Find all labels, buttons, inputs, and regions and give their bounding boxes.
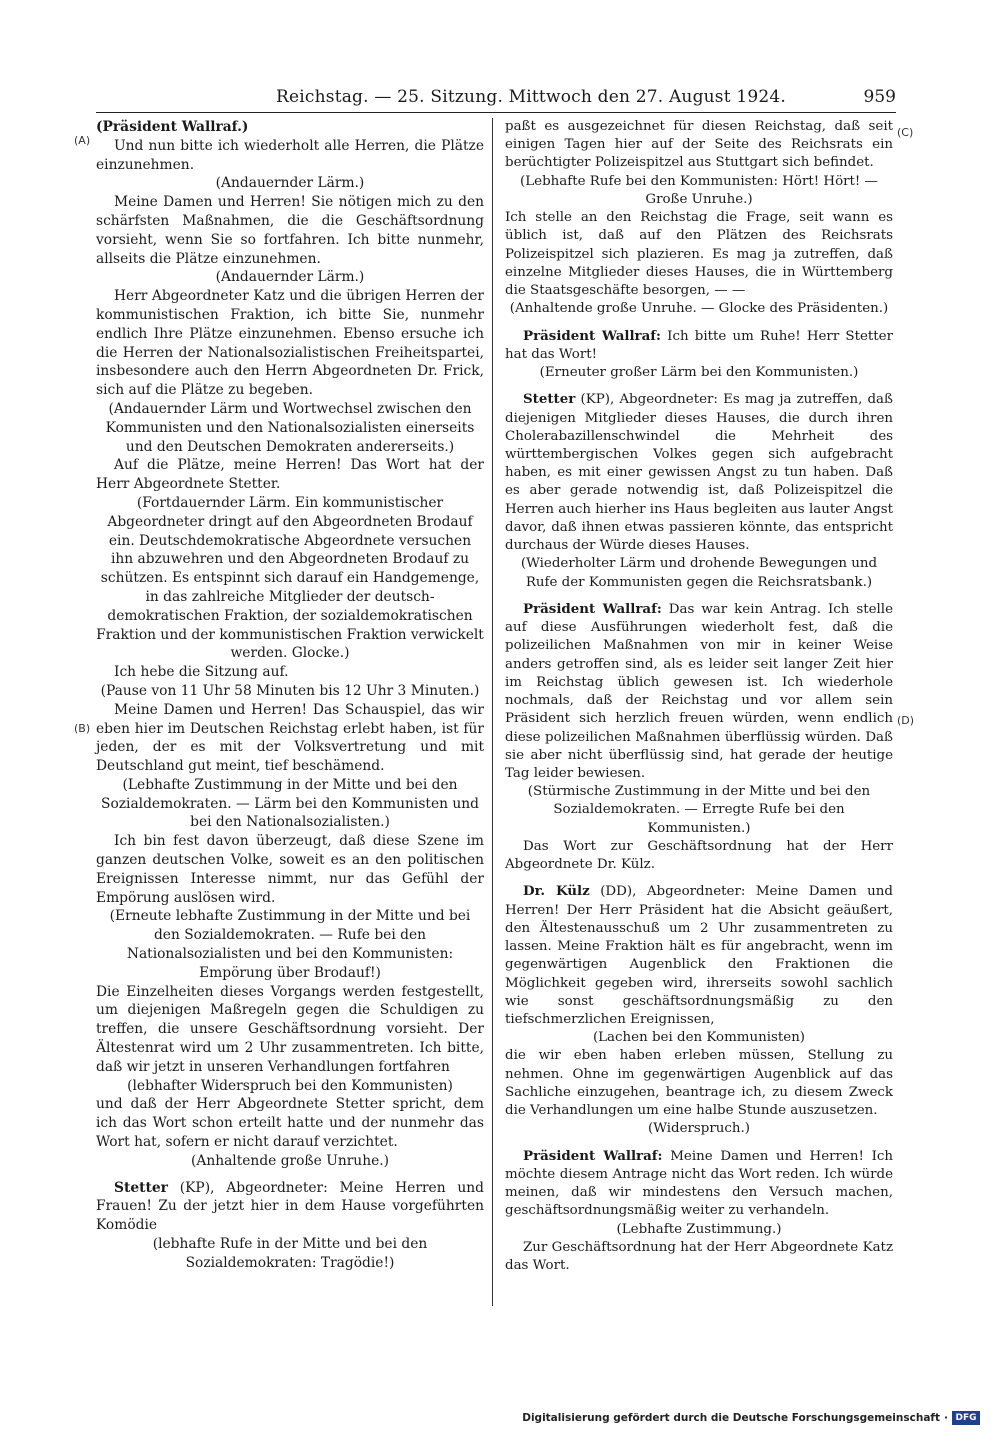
interjection: (Anhaltende große Unruhe.) xyxy=(190,1152,390,1169)
dfg-logo-icon: DFG xyxy=(952,1411,980,1425)
paragraph: Meine Damen und Herren! Das Schauspiel, das wir eben hier im Deutschen Reichstag erlebt haben, ist für jeden, der es mit der Volksvertretung und mit Deutschland gut meint, tief beschämend. xyxy=(96,701,484,775)
interjection: (Andauernder Lärm.) xyxy=(215,269,365,286)
speech-start: Präsident Wallraf: Das war kein Antrag. Ich stelle auf diese Ausführungen wiederholt fest, daß die polizeilichen Maßnahmen von mir in keiner Weise anders getroffen sind, als es leider seit langer Zeit hier im Reichstag üblich gewesen ist. Ich wiederhole nochmals, daß der Reichstag und vor allem sein Präsident sich herzlich freuen würden, wenn endlich diese polizeilichen Maßnahmen überflüssig würden. Daß sie aber nicht überflüssig sind, hat gerade der heutige Tag leider bewiesen. xyxy=(505,600,893,781)
speech-start: Stetter (KP), Abgeordneter: Es mag ja zutreffen, daß diejenigen Mitglieder dieses Hauses, die durch ihren Cholerabazillenschwindel die Mehrheit des württembergischen Volkes gegen sich aufgebracht haben, es mit einer gewissen Angst zu tun haben. Daß es aber gerade notwendig ist, daß Polizeispitzel die Herren auch hierher ins Haus begleiten aus lauter Angst davor, daß ihnen etwas passieren könnte, das entspricht durchaus der Würde dieses Hauses. xyxy=(505,391,893,554)
interjection: (lebhafter Widerspruch bei den Kommunisten) xyxy=(127,1077,453,1094)
speaker-heading: (Präsident Wallraf.) xyxy=(96,119,249,135)
interjection: (lebhafte Rufe in der Mitte und bei den Sozialdemokraten: Tragödie!) xyxy=(152,1236,428,1271)
header-rule xyxy=(96,112,896,113)
interjection: (Widerspruch.) xyxy=(647,1121,750,1137)
paragraph: Ich hebe die Sitzung auf. xyxy=(114,664,289,681)
paragraph: Auf die Plätze, meine Herren! Das Wort hat der Herr Abgeordnete Stetter. xyxy=(96,457,484,493)
margin-mark-b: (B) xyxy=(74,722,91,735)
paragraph: Ich stelle an den Reichstag die Frage, seit wann es üblich ist, daß auf den Plätzen des Reichsrats Polizeispitzel sich plazieren. Es mag ja zutreffen, daß einzelne Mitglieder dieses Hauses, die in Württemberg die Staatsgeschäfte besorgen, — — xyxy=(505,210,893,299)
paragraph: paßt es ausgezeichnet für diesen Reichstag, daß seit einigen Tagen hier auf der Seite des Reichsrats ein berüchtigter Polizeispitzel aus Stuttgart sich befindet. xyxy=(505,119,893,171)
footer-text: Digitalisierung gefördert durch die Deutsche Forschungsgemeinschaft xyxy=(522,1412,940,1424)
column-divider xyxy=(492,118,493,1306)
margin-mark-c: (C) xyxy=(897,126,914,139)
interjection: (Pause von 11 Uhr 58 Minuten bis 12 Uhr 3 Minuten.) xyxy=(100,682,480,699)
interjection: (Lachen bei den Kommunisten) xyxy=(592,1030,806,1046)
page-header xyxy=(96,84,896,110)
paragraph: die wir eben haben erleben müssen, Stellung zu nehmen. Ohne im gegenwärtigen Augenblick auf das Sachliche einzugehen, beantrage ich, zu diesem Zweck die Verhandlungen um eine halbe Stunde auszusetzen. xyxy=(505,1048,893,1119)
digitization-footer: Digitalisierung gefördert durch die Deutsche Forschungsgemeinschaft · DFG xyxy=(522,1411,980,1425)
speaker-name: Präsident Wallraf: xyxy=(523,1147,663,1164)
interjection: (Andauernder Lärm und Wortwechsel zwischen den Kommunisten und den Nationalsozialisten einerseits und den Deutschen Demokraten andererseits.) xyxy=(105,400,475,455)
interjection: (Fortdauernder Lärm. Ein kommunistischer Abgeordneter dringt auf den Abgeordneten Brodauf ein. Deutschdemokratische Abgeordnete versuchen ihn abzuwehren und den Abgeordneten Brodauf zu schützen. Es entspinnt sich darauf ein Handgemenge, in das zahlreiche Mitglieder der deutsch-demokratischen Fraktion, der sozialdemokratischen Fraktion und der kommunistischen Fraktion verwickelt werden. Glocke.) xyxy=(96,494,484,662)
interjection: (Lebhafte Rufe bei den Kommunisten: Hört! Hört! — Große Unruhe.) xyxy=(520,173,878,207)
right-column xyxy=(505,118,893,1275)
speech-start: Stetter (KP), Abgeordneter: Meine Herren und Frauen! Zu der jetzt hier in dem Hause vorgeführten Komödie xyxy=(96,1179,484,1234)
speech-start: Dr. Külz (DD), Abgeordneter: Meine Damen und Herren! Der Herr Präsident hat die Absicht geäußert, den Ältestenausschuß um 2 Uhr zusammentreten zu lassen. Meine Fraktion hält es für angebracht, wenn im gegenwärtigen Augenblick den Fraktionen die Möglichkeit gegeben wird, ihrerseits sowohl sachlich wie sonst geschäftsordnungsmäßig zu den tiefschmerzlichen Ereignissen, xyxy=(505,883,893,1028)
paragraph: Herr Abgeordneter Katz und die übrigen Herren der kommunistischen Fraktion, ich bitte Sie, nunmehr endlich Ihre Plätze einzunehmen. Ebenso ersuche ich die Herren der Nationalsozialistischen Freiheitspartei, insbesondere auch den Herrn Abgeordneten Dr. Frick, sich auf die Plätze zu begeben. xyxy=(96,288,484,399)
paragraph: Meine Damen und Herren! Sie nötigen mich zu den schärfsten Maßnahmen, die die Geschäftsordnung vorsieht, wenn Sie so fortfahren. Ich bitte nunmehr, allseits die Plätze einzunehmen. xyxy=(96,194,484,267)
speech-start: Präsident Wallraf: Meine Damen und Herren! Ich möchte diesem Antrage nicht das Wort reden. Ich würde meinen, daß wir mindestens den Versuch machen, geschäftsordnungsmäßig weiter zu verhandeln. xyxy=(505,1147,893,1219)
paragraph: Das Wort zur Geschäftsordnung hat der Herr Abgeordnete Dr. Külz. xyxy=(505,838,893,873)
paragraph: Die Einzelheiten dieses Vorgangs werden festgestellt, um diejenigen Maßregeln gegen die Schuldigen zu treffen, die unsere Geschäftsordnung vorsieht. Der Ältestenrat wird um 2 Uhr zusammentreten. Ich bitte, daß wir jetzt in unseren Verhandlungen fortfahren xyxy=(96,983,484,1075)
interjection: (Anhaltende große Unruhe. — Glocke des Präsidenten.) xyxy=(509,301,889,317)
interjection: (Stürmische Zustimmung in der Mitte und bei den Sozialdemokraten. — Erregte Rufe bei den Kommunisten.) xyxy=(527,784,871,836)
interjection: (Andauernder Lärm.) xyxy=(215,175,365,192)
speaker-name: Stetter xyxy=(114,1179,168,1196)
speech-start: Präsident Wallraf: Ich bitte um Ruhe! Herr Stetter hat das Wort! xyxy=(505,327,893,362)
interjection: (Lebhafte Zustimmung in der Mitte und bei den Sozialdemokraten. — Lärm bei den Kommunisten und bei den Nationalsozialisten.) xyxy=(101,776,479,831)
paragraph: Ich bin fest davon überzeugt, daß diese Szene im ganzen deutschen Volke, soweit es an den politischen Ereignissen Interesse nimmt, nur das Gefühl der Empörung auslösen wird. xyxy=(96,833,484,906)
paragraph: und daß der Herr Abgeordnete Stetter spricht, dem ich das Wort schon erteilt hatte und der nunmehr das Wort hat, sofern er nicht darauf verzichtet. xyxy=(96,1096,484,1151)
margin-mark-a: (A) xyxy=(74,134,91,147)
paragraph: Und nun bitte ich wiederholt alle Herren, die Plätze einzunehmen. xyxy=(96,137,484,173)
margin-mark-d: (D) xyxy=(897,714,915,727)
speaker-name: Dr. Külz xyxy=(523,883,590,900)
interjection: (Erneute lebhafte Zustimmung in der Mitte und bei den Sozialdemokraten. — Rufe bei den Nationalsozialisten und bei den Kommunisten: Empörung über Brodauf!) xyxy=(109,908,471,981)
page-number: 959 xyxy=(863,87,896,107)
paragraph: Zur Geschäftsordnung hat der Herr Abgeordnete Katz das Wort. xyxy=(505,1239,893,1274)
speaker-name: Präsident Wallraf: xyxy=(523,600,662,617)
speaker-name: Stetter xyxy=(523,391,576,408)
header-title: Reichstag. — 25. Sitzung. Mittwoch den 27. August 1924. xyxy=(276,87,787,107)
interjection: (Erneuter großer Lärm bei den Kommunisten.) xyxy=(539,365,859,381)
left-column xyxy=(96,118,484,1273)
speaker-name: Präsident Wallraf: xyxy=(523,327,661,344)
interjection: (Wiederholter Lärm und drohende Bewegungen und Rufe der Kommunisten gegen die Reichsratsbank.) xyxy=(520,556,878,590)
interjection: (Lebhafte Zustimmung.) xyxy=(616,1221,782,1237)
